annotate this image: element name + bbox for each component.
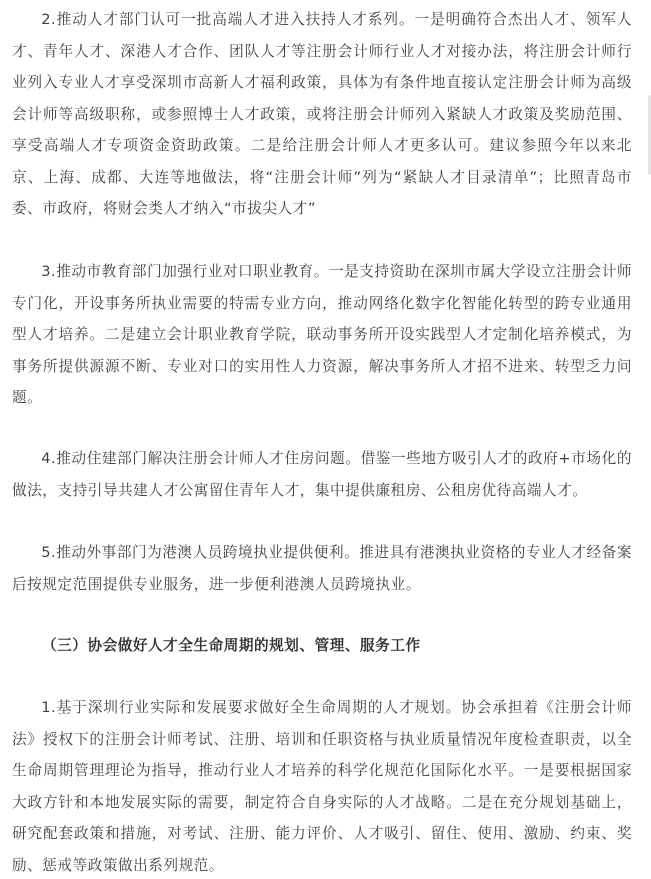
section-heading: （三）协会做好人才全生命周期的规划、管理、服务工作 bbox=[42, 637, 421, 654]
paragraph-talent-recognition: 2.推动人才部门认可一批高端人才进入扶持人才系列。一是明确符合杰出人才、领军人才、青年人才、深港人才合作、团队人才等注册会计师行业人才对接办法，将注册会计师行业列入专业人才享受深圳市高新人才福利政策，具体为有条件地直接认定注册会计师为高级会计师等高级职称，或参照博士人才政策，或将注册会计师列入紧缺人才政策及奖励范围、享受高端人才专项资金资助政策。二是给注册会计师人才更多认可。建议参照今年以来北京、上海、成都、大连等地做法，将“注册会计师”列为“紧缺人才目录清单”；比照青岛市委、市政府，将财会类人才纳入“市拔尖人才” bbox=[12, 11, 632, 217]
paragraph-lifecycle-planning: 1.基于深圳行业实际和发展要求做好全生命周期的人才规划。协会承担着《注册会计师法》授权下的注册会计师考试、注册、培训和任职资格与执业质量情况年度检查职责，以全生命周期管理理论为指导，推动行业人才培养的科学化规范化国际化水平。一是要根据国家大政方针和本地发展实际的需要，制定符合自身实际的人才战略。二是在充分规划基础上，研究配套政策和措施，对考试、注册、能力评价、人才吸引、留住、使用、激励、约束、奖励、惩戒等政策做出系列规范。 bbox=[12, 699, 632, 874]
paragraph-vocational-education: 3.推动市教育部门加强行业对口职业教育。一是支持资助在深圳市属大学设立注册会计师专门化，开设事务所执业需要的特需专业方向，推动网络化数字化智能化转型的跨专业通用型人才培养。二是建立会计职业教育学院，联动事务所开设实践型人才定制化培养模式，为事务所提供源源不断、专业对口的实用性人力资源，解决事务所人才招不进来、转型乏力问题。 bbox=[12, 263, 632, 406]
scrollbar-track[interactable] bbox=[647, 0, 651, 879]
paragraph-housing: 4.推动住建部门解决注册会计师人才住房问题。借鉴一些地方吸引人才的政府+市场化的做法，支持引导共建人才公寓留住青年人才，集中提供廉租房、公租房优待高端人才。 bbox=[12, 450, 632, 499]
paragraph-cross-border: 5.推动外事部门为港澳人员跨境执业提供便利。推进具有港澳执业资格的专业人才经备案后按规定范围提供专业服务，进一步便利港澳人员跨境执业。 bbox=[12, 544, 632, 593]
